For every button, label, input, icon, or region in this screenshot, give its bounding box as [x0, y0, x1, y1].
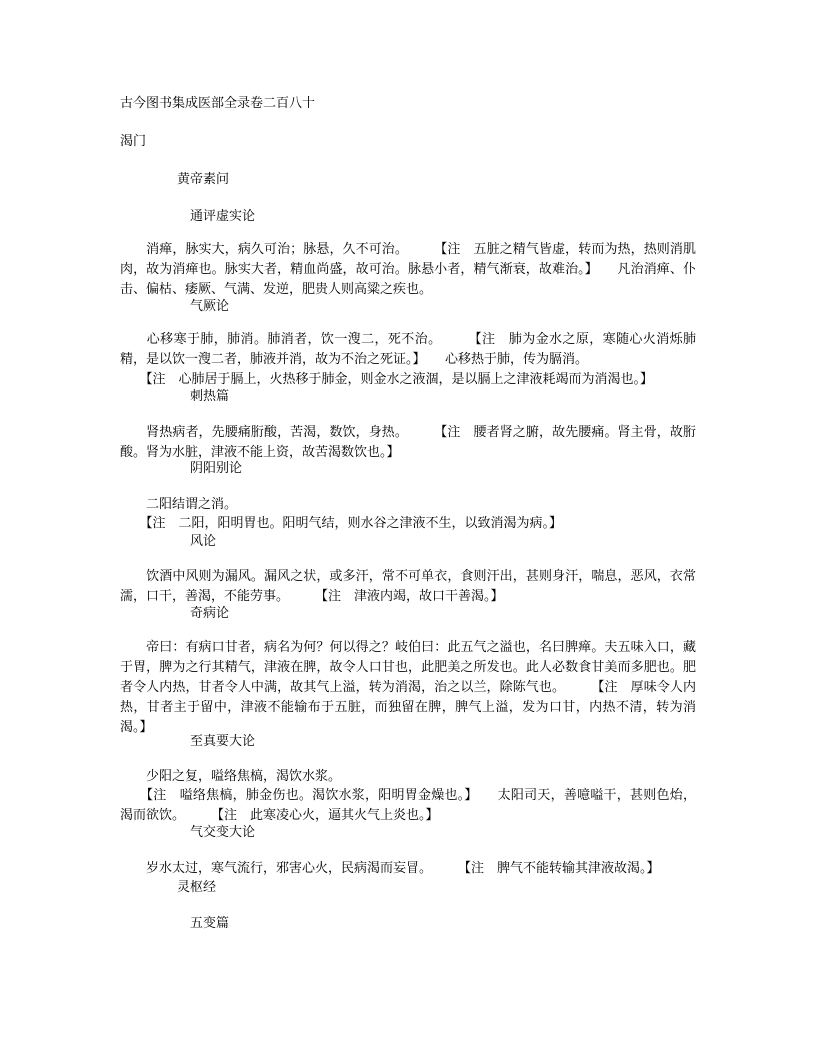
- paragraph: 岁水太过，寒气流行，邪害心火，民病渴而妄冒。 【注 脾气不能转输其津液故渴。】: [120, 861, 660, 876]
- paragraph: 少阳之复，嗌络焦槁，渴饮水浆。: [120, 769, 342, 784]
- chapter-heading: 气交变大论: [190, 825, 256, 840]
- paragraph: 帝曰：有病口甘者，病名为何？何以得之？岐伯曰：此五气之溢也，名曰脾瘅。夫五味入口，藏于胃，脾为之行其精气，津液在脾，故令人口甘也，此肥美之所发也。此人必数食甘美而多肥也。肥者令人内热，甘者令人中满，故其气上溢，转为消渴，治之以兰，除陈气也。 【注 厚味令人内热，甘者主于留中，津液不能输布于五脏，而独留在脾，脾气上溢，发为口甘，内热不清，转为消渴。】: [120, 640, 696, 735]
- chapter-heading: 五变篇: [190, 916, 230, 931]
- paragraph: 饮酒中风则为漏风。漏风之状，或多汗，常不可单衣，食则汗出，甚则身汗，喘息，恶风，衣常濡，口干，善渴，不能劳事。 【注 津液内竭，故口干善渴。】: [120, 569, 696, 604]
- paragraph: 肾热病者，先腰痛胻酸，苦渴，数饮，身热。 【注 腰者肾之腑，故先腰痛。肾主骨，故胻酸。肾为水脏，津液不能上资，故苦渴数饮也。】: [120, 425, 696, 460]
- chapter-heading: 刺热篇: [190, 389, 230, 404]
- chapter-heading: 奇病论: [190, 606, 230, 621]
- paragraph: 消瘅，脉实大，病久可治；脉悬，久不可治。 【注 五脏之精气皆虚，转而为热，热则消肌肉，故为消瘅也。脉实大者，精血尚盛，故可治。脉悬小者，精气渐衰，故难治。】 凡治消瘅、仆击、偏枯、痿厥、气满、发逆，肥贵人则高粱之疾也。: [120, 242, 696, 297]
- section-heading: 渴门: [120, 134, 147, 149]
- paragraph: 心移寒于肺，肺消。肺消者，饮一溲二，死不治。 【注 肺为金水之原，寒随心火消烁肺精，是以饮一溲二者，肺液并消，故为不治之死证。】 心移热于肺，传为膈消。: [120, 332, 696, 367]
- chapter-heading: 至真要大论: [190, 734, 256, 749]
- chapter-heading: 气厥论: [190, 299, 230, 314]
- book-heading-suwen: 黄帝素问: [177, 172, 230, 187]
- chapter-heading: 阴阳别论: [190, 461, 243, 476]
- book-heading-lingshu: 灵枢经: [177, 880, 217, 895]
- paragraph: 【注 嗌络焦槁，肺金伤也。渴饮水浆，阳明胃金燥也。】 太阳司天，善噫嗌干，甚则色炲，渴而欲饮。 【注 此寒凌心火，逼其火气上炎也。】: [120, 788, 696, 823]
- paragraph: 二阳结谓之消。: [120, 497, 238, 512]
- document-title: 古今图书集成医部全录卷二百八十: [120, 96, 316, 111]
- chapter-heading: 风论: [190, 534, 217, 549]
- paragraph: 【注 心肺居于膈上，火热移于肺金，则金水之液涸，是以膈上之津液耗竭而为消渴也。】: [120, 372, 654, 387]
- paragraph: 【注 二阳，阳明胃也。阳明气结，则水谷之津液不生，以致消渴为病。】: [120, 516, 563, 531]
- chapter-heading: 通评虚实论: [190, 209, 256, 224]
